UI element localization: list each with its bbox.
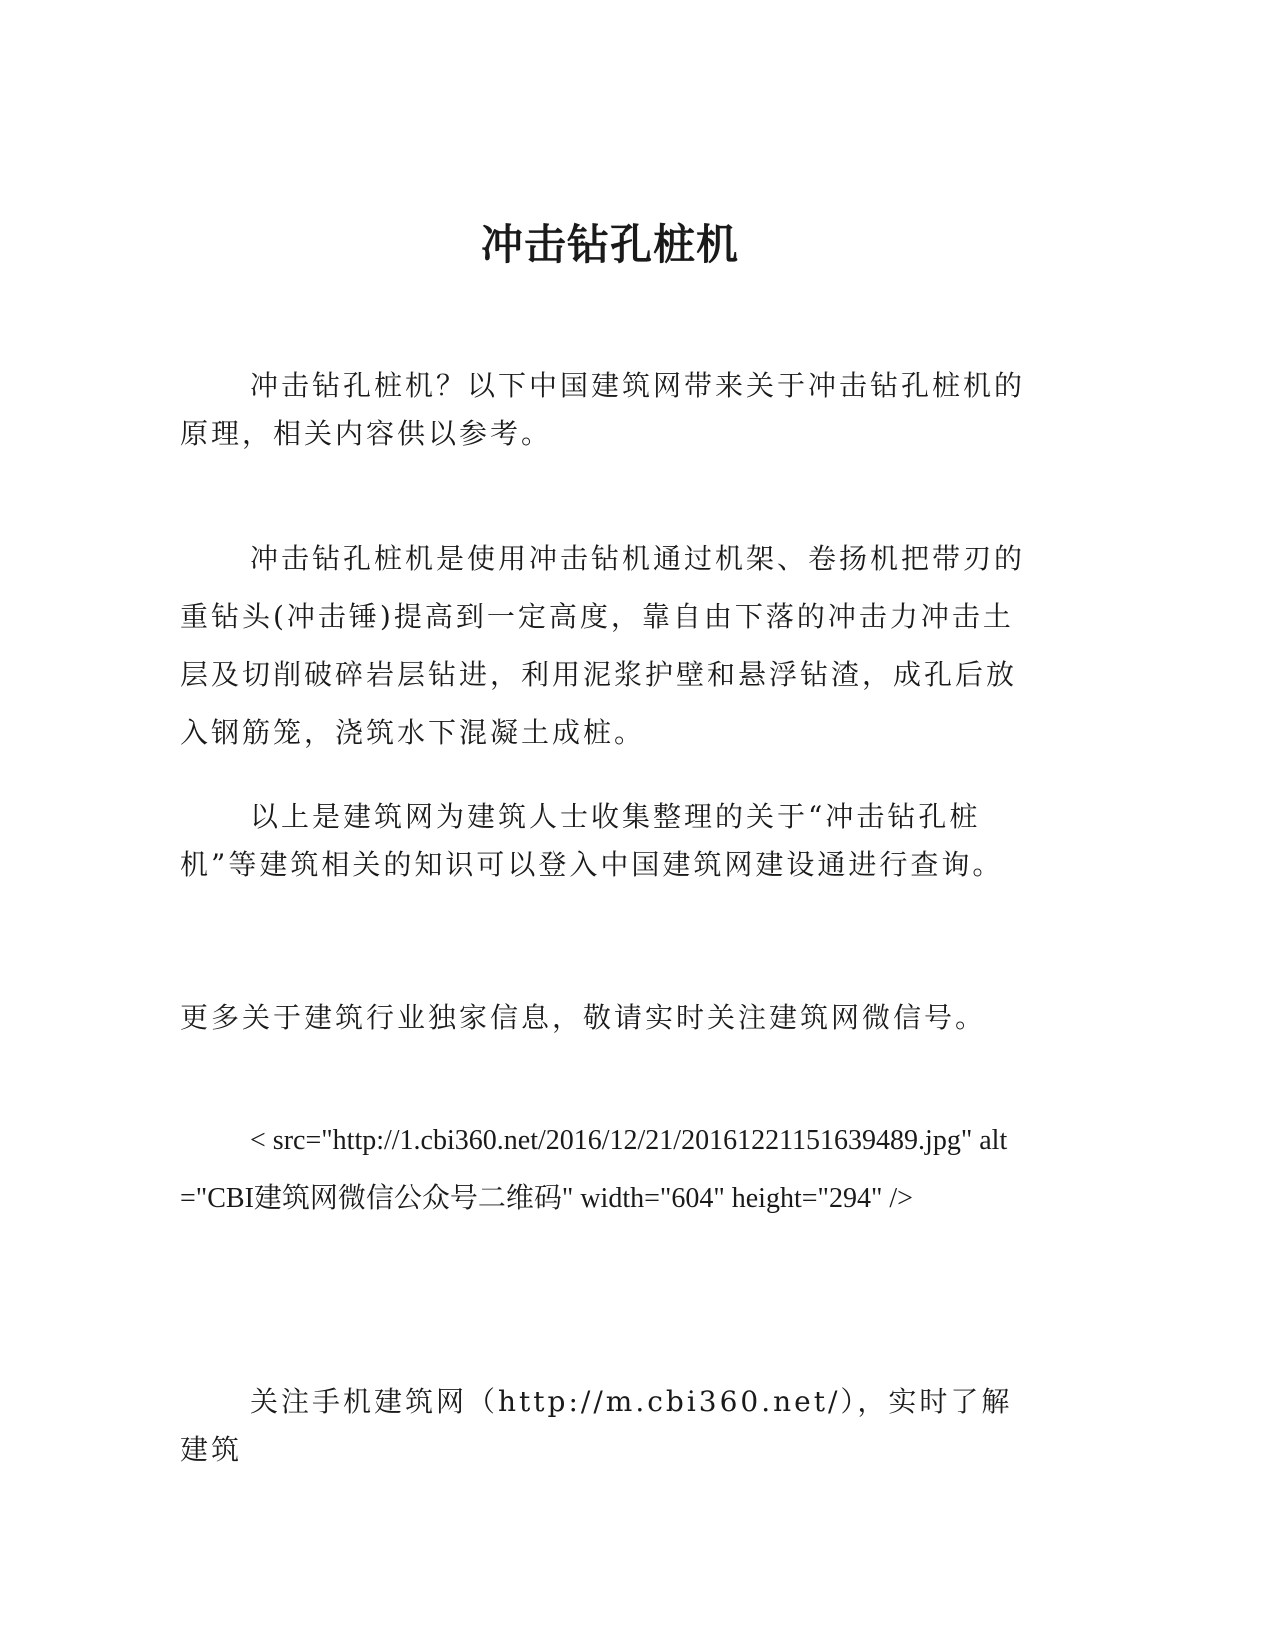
mobile-site-paragraph: 关注手机建筑网（http://m.cbi360.net/），实时了解建筑	[180, 1385, 1013, 1466]
image-markup-text: < src="http://1.cbi360.net/2016/12/21/20161221151639489.jpg" alt="CBI建筑网微信公众号二维码" width="604" height="294" />	[180, 1125, 1008, 1214]
intro-paragraph: 冲击钻孔桩机？以下中国建筑网带来关于冲击钻孔桩机的原理，相关内容供以参考。	[180, 369, 1026, 450]
principle-paragraph: 冲击钻孔桩机是使用冲击钻机通过机架、卷扬机把带刃的重钻头(冲击锤)提高到一定高度，靠自由下落的冲击力冲击土层及切削破碎岩层钻进，利用泥浆护壁和悬浮钻渣，成孔后放入钢筋笼，浇筑水下混凝土成桩。	[180, 542, 1026, 749]
wechat-notice-paragraph: 更多关于建筑行业独家信息，敬请实时关注建筑网微信号。	[180, 1001, 987, 1034]
summary-paragraph: 以上是建筑网为建筑人士收集整理的关于“冲击钻孔桩机”等建筑相关的知识可以登入中国建筑网建设通进行查询。	[180, 800, 1004, 881]
document-title: 冲击钻孔桩机	[480, 220, 739, 269]
